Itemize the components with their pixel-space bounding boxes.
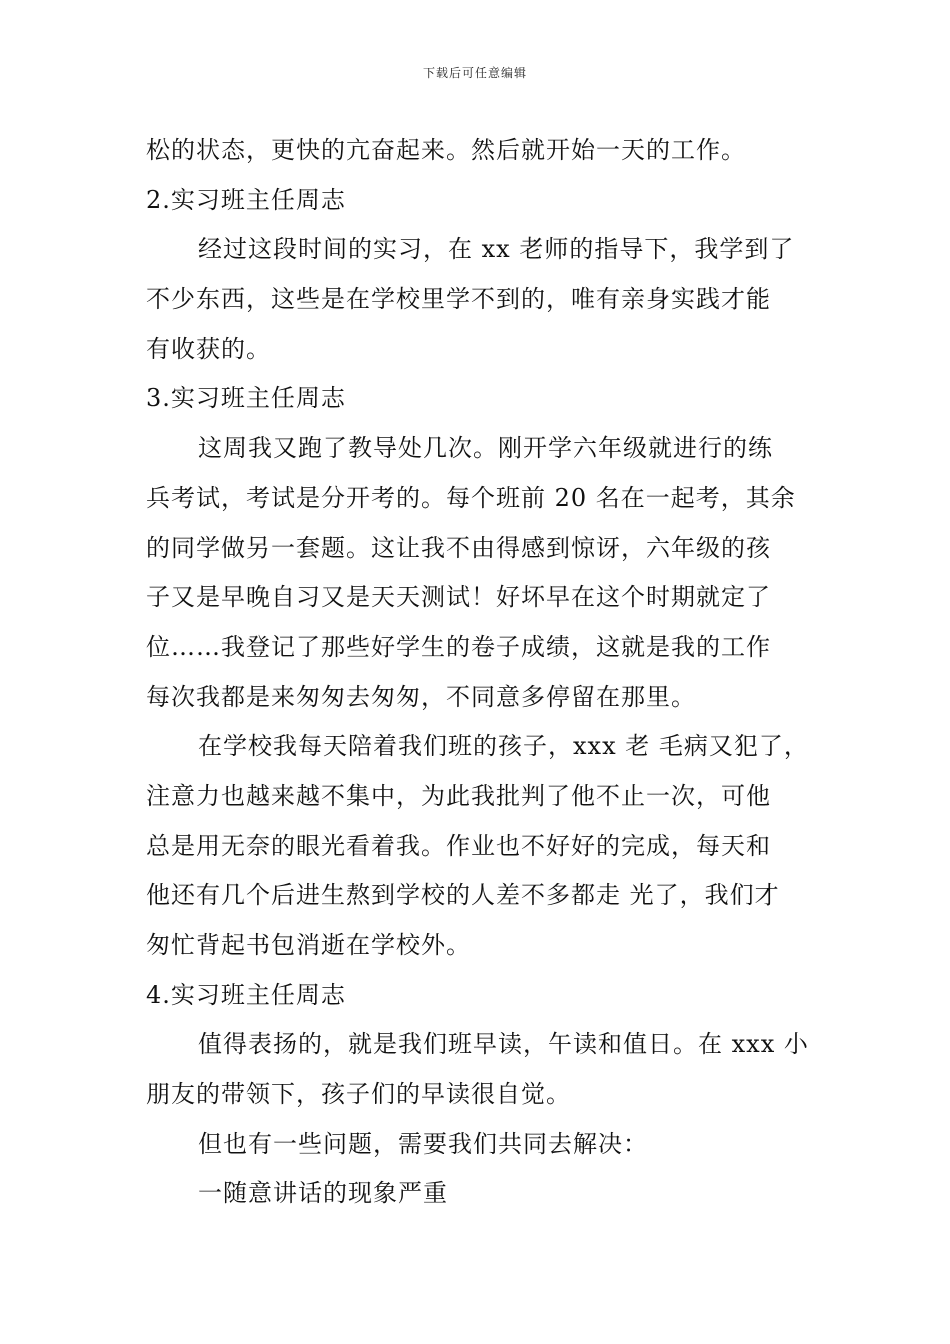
text-line: 经过这段时间的实习，在 xx 老师的指导下，我学到了	[198, 235, 795, 264]
text-line: 这周我又跑了教导处几次。刚开学六年级就进行的练	[198, 434, 773, 463]
text-line: 的同学做另一套题。这让我不由得感到惊讶，六年级的孩	[146, 533, 771, 562]
section-heading: 2.实习班主任周志	[146, 185, 346, 214]
document-body	[146, 126, 826, 1219]
text-line: 位……我登记了那些好学生的卷子成绩，这就是我的工作	[146, 632, 771, 661]
text-line: 但也有一些问题，需要我们共同去解决：	[198, 1129, 648, 1158]
text-line: 一随意讲话的现象严重	[198, 1179, 448, 1208]
text-line: 朋友的带领下，孩子们的早读很自觉。	[146, 1080, 571, 1109]
text-line: 兵考试，考试是分开考的。每个班前 20 名在一起考，其余	[146, 483, 796, 512]
text-line: 有收获的。	[146, 334, 271, 363]
text-line: 不少东西，这些是在学校里学不到的，唯有亲身实践才能	[146, 285, 771, 314]
section-heading: 3.实习班主任周志	[146, 384, 346, 413]
text-line: 松的状态，更快的亢奋起来。然后就开始一天的工作。	[146, 136, 746, 164]
page-header: 下载后可任意编辑	[422, 66, 527, 80]
text-line: 注意力也越来越不集中，为此我批判了他不止一次，可他	[146, 781, 771, 810]
text-line: 每次我都是来匆匆去匆匆，不同意多停留在那里。	[146, 682, 696, 711]
text-line: 在学校我每天陪着我们班的孩子，xxx 老 毛病又犯了，	[198, 732, 809, 761]
text-line: 子又是早晚自习又是天天测试！好坏早在这个时期就定了	[146, 583, 771, 612]
text-line: 匆忙背起书包消逝在学校外。	[146, 931, 471, 959]
text-line: 他还有几个后进生熬到学校的人差不多都走 光了，我们才	[146, 881, 780, 910]
text-line: 值得表扬的，就是我们班早读，午读和值日。在 xxx 小	[198, 1030, 809, 1059]
section-heading: 4.实习班主任周志	[146, 980, 346, 1009]
text-line: 总是用无奈的眼光看着我。作业也不好好的完成，每天和	[146, 831, 771, 860]
